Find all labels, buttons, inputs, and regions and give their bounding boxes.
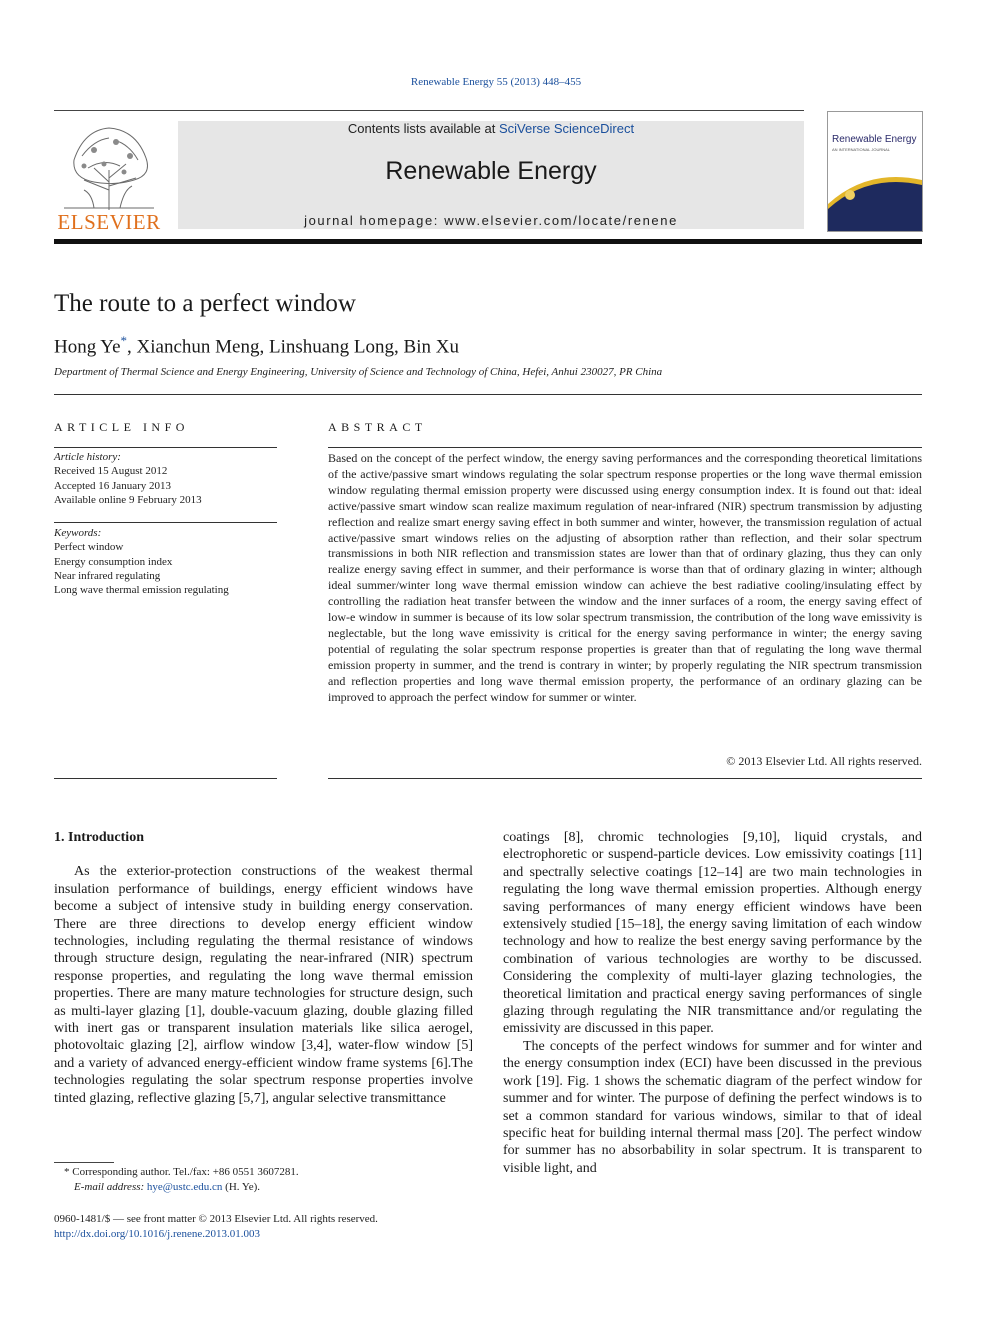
affiliation: Department of Thermal Science and Energy Engineering, University of Science and Technology of China, Hefei, Anhui 230027, PR China <box>54 366 663 378</box>
section-heading-introduction: 1. Introduction <box>54 830 144 845</box>
keyword-item: Long wave thermal emission regulating <box>54 584 229 597</box>
cover-subtitle: AN INTERNATIONAL JOURNAL <box>832 147 891 152</box>
front-matter <box>54 1212 473 1242</box>
paper-title: The route to a perfect window <box>54 290 356 317</box>
abstract-text: Based on the concept of the perfect window, the energy saving performances and the corresponding theoretical limitations of the active/passive smart windows regulating the solar spectrum response properties or the long wave thermal emission window regulating thermal emission property were discussed using energy consumption index. It is found out that: ideal active/passive smart window scan realize maximum regulation of near-infrared (NIR) spectrum transmission by adjusting reflection and realize smart energy saving effect in both summer and winter, however, the transmission regulation of actual active/passive smart windows relies on the adjusting of absorption rather than reflection, and their solar spectrum transmissions in both NIR reflection and transmission states are lower than that of ordinary glazing, thus they can only realize energy saving effect in summer, and their performance is worse than that of ordinary glazing in winter; although ideal summer/winter long wave thermal emission window can achieve the best radiative cooling/insulating effect by controlling the radiation heat transfer between the window and the inner surfaces of a room, the energy saving effect of low-e window in summer is because of its low solar spectrum transmission, the contribution of the long wave emissivity is neglectable, but the long wave emissivity is critical for the energy saving performance in winter; the energy saving potential of regulating the solar spectrum response properties is greater than that of regulating the long wave thermal emission property in summer, and the trend is contrary in winter; by properly regulating the NIR spectrum transmission and reflection properties and long wave thermal emission property, the performance of an ordinary glazing can be improved to approach the perfect window for summer or winter. <box>328 451 922 704</box>
body-paragraph: The concepts of the perfect windows for summer and for winter and the energy consumption index (ECI) have been discussed in the previous work [19]. Fig. 1 shows the schematic diagram of the perfect window for summer and for winter. The purpose of defining the perfect windows is to set a common standard for various windows, similar to that of ideal specific heat for building internal thermal mass [20]. The perfect window for summer has no absorbability in solar spectrum. It is transparent to visible light, and <box>503 1038 922 1176</box>
cover-title: Renewable Energy <box>832 134 917 145</box>
journal-title: Renewable Energy <box>385 157 597 185</box>
body-column-left <box>54 829 473 1107</box>
accepted-date: Accepted 16 January 2013 <box>54 479 171 492</box>
issn-line: 0960-1481/$ — see front matter © 2013 Elsevier Ltd. All rights reserved. <box>54 1213 378 1225</box>
keywords-rule <box>54 522 277 523</box>
article-history <box>54 450 277 507</box>
first-author: Hong Ye <box>54 336 121 358</box>
elsevier-wordmark: ELSEVIER <box>57 210 161 234</box>
contents-prefix: Contents lists available at <box>347 121 499 136</box>
header-rule <box>54 110 804 111</box>
email-line <box>54 1180 473 1195</box>
keyword-item: Energy consumption index <box>54 555 173 568</box>
email-link[interactable]: hye@ustc.edu.cn <box>146 1181 223 1193</box>
keyword-item: Perfect window <box>54 541 124 554</box>
received-date: Received 15 August 2012 <box>54 465 168 478</box>
abstract-bottom-rule <box>328 778 922 779</box>
keywords-block <box>54 526 277 597</box>
article-info-rule <box>54 447 277 448</box>
email-suffix: (H. Ye). <box>222 1181 261 1193</box>
contents-line <box>178 121 804 136</box>
keyword-item: Near infrared regulating <box>54 569 161 582</box>
email-label: E-mail address: <box>74 1181 147 1193</box>
sciencedirect-link[interactable]: SciVerse ScienceDirect <box>498 121 635 136</box>
other-authors: , Xianchun Meng, Linshuang Long, Bin Xu <box>127 336 459 358</box>
body-paragraph: coatings [8], chromic technologies [9,10], liquid crystals, and electrophoretic or suspend-particle devices. Low emissivity coatings [11] and spectrally selective coatings [12–14] are two main technologies in regulating the long wave thermal emission properties. Although energy saving performances of many energy efficient windows have been extensively studied [15–18], the energy saving limitation of each window technology and how to realize the best energy saving performance by the combination of various technologies are worthy to be discussed. Considering the complexity of multi-layer glazing technologies, the theoretical limitation and practical energy saving performances of single glazing through regulating the NIR transmittance and/or regulating the emissivity are discussed in this paper. <box>503 830 922 1037</box>
affiliation-rule <box>54 394 922 395</box>
elsevier-logo[interactable] <box>54 120 164 235</box>
footnote-rule <box>54 1162 114 1163</box>
journal-citation[interactable]: Renewable Energy 55 (2013) 448–455 <box>410 76 582 88</box>
article-info-heading: ARTICLE INFO <box>54 420 189 434</box>
abstract-top-rule <box>328 447 922 448</box>
keywords-label: Keywords: <box>54 527 102 539</box>
elsevier-tree-icon <box>54 120 164 212</box>
cover-artwork <box>828 112 922 231</box>
journal-cover-thumbnail[interactable] <box>827 111 923 232</box>
footnote <box>54 1165 473 1195</box>
corresponding-author-marker[interactable]: * <box>120 333 128 348</box>
journal-homepage[interactable]: journal homepage: www.elsevier.com/locate/renene <box>304 213 678 228</box>
header-thick-rule <box>54 239 922 244</box>
author-list <box>54 333 459 358</box>
history-label: Article history: <box>54 451 121 463</box>
copyright-notice: © 2013 Elsevier Ltd. All rights reserved. <box>726 754 922 768</box>
abstract-heading: ABSTRACT <box>328 420 427 434</box>
online-date: Available online 9 February 2013 <box>54 493 202 506</box>
article-info-bottom-rule <box>54 778 277 779</box>
doi-link[interactable]: http://dx.doi.org/10.1016/j.renene.2013.01.003 <box>54 1228 261 1240</box>
body-paragraph: As the exterior-protection constructions of the weakest thermal insulation performance of buildings, energy efficient windows have become a subject of intensive study in building energy conservation. There are three directions to develop energy efficient window technologies, including regulating the thermal resistance of windows through structure design, regulating the near-infrared (NIR) spectrum response properties, and regulating the long wave thermal emission properties. There are many mature technologies for structure design, such as multi-layer glazing [1], double-vacuum glazing, double glazing filled with inert gas or transparent insulation materials like silica aerogel, photovoltaic glazing [2], airflow window [3,4], water-flow window [5] and a variety of advanced energy-efficient window frame systems [6].The technologies regulating the solar spectrum response properties involve tinted glazing, reflective glazing [5,7], angular selective transmittance <box>54 864 473 1106</box>
body-column-right <box>503 829 922 1177</box>
corresponding-author-note: * Corresponding author. Tel./fax: +86 0551 3607281. <box>64 1166 299 1178</box>
